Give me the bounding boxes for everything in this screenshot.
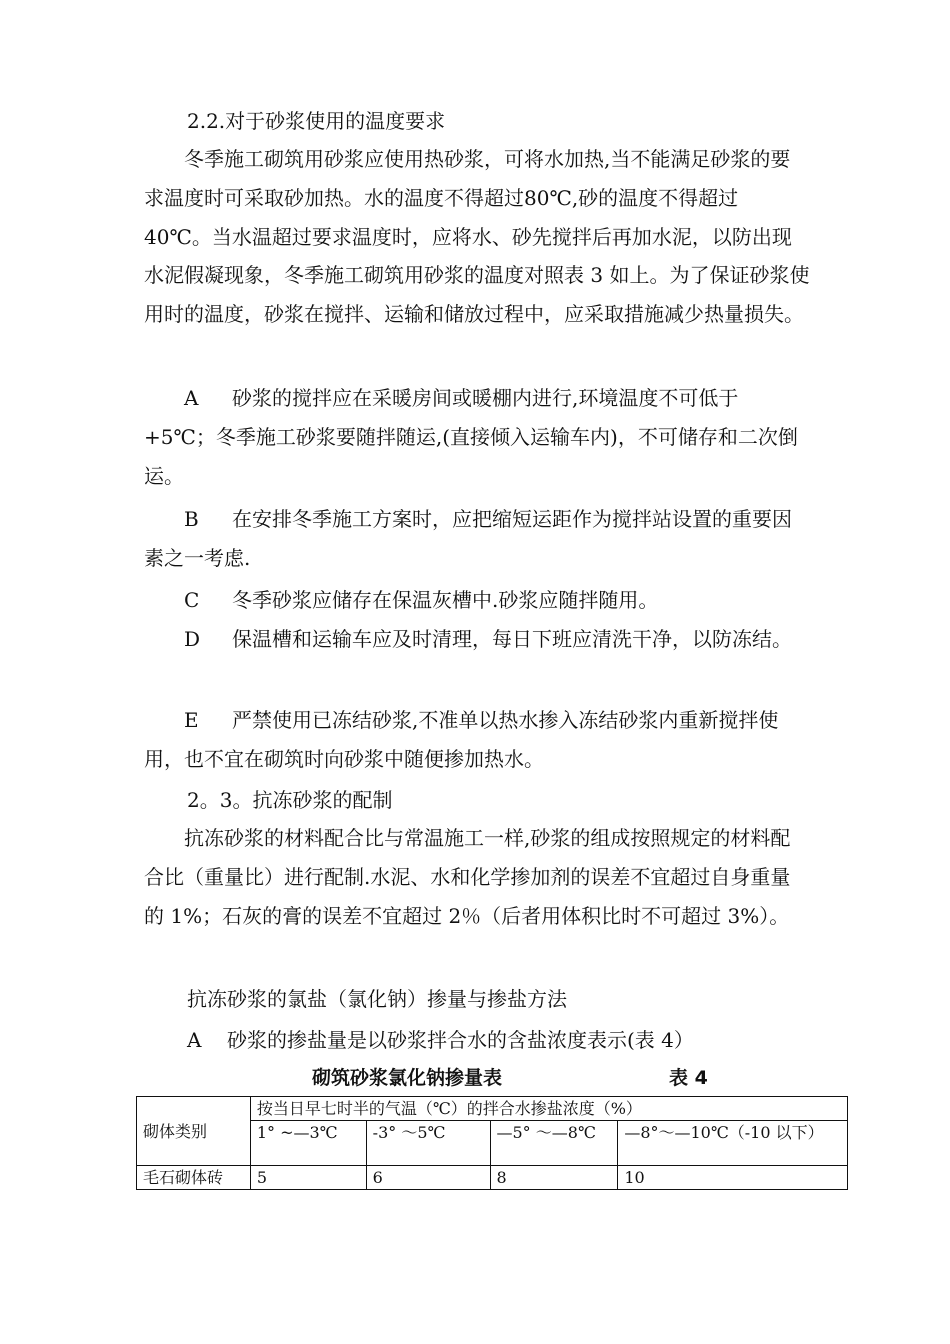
table-cell: 5 bbox=[250, 1166, 366, 1190]
list-item-text: 冬季砂浆应储存在保温灰槽中.砂浆应随拌随用。 bbox=[232, 588, 659, 612]
list-item-text: 保温槽和运输车应及时清理，每日下班应清洗干净，以防冻结。 bbox=[232, 627, 792, 651]
table-cell: 6 bbox=[366, 1166, 490, 1190]
list-item-text: 严禁使用已冻结砂浆,不准单以热水掺入冻结砂浆内重新搅拌使用，也不宜在砌筑时向砂浆中随便掺加热水。 bbox=[144, 708, 779, 771]
list-item-salt-a bbox=[187, 1021, 694, 1059]
list-item-e bbox=[144, 701, 810, 779]
list-marker: C bbox=[184, 588, 200, 612]
paragraph-mix-ratio: 抗冻砂浆的材料配合比与常温施工一样,砂浆的组成按照规定的材料配合比（重量比）进行配制.水泥、水和化学掺加剂的误差不宜超过自身重量的 1%；石灰的膏的误差不宜超过 2％（后者用体积比时不可超过 3%）。 bbox=[144, 826, 791, 928]
list-item-c bbox=[144, 581, 810, 620]
list-marker: A bbox=[184, 386, 199, 410]
column-header: —8°～—10℃（-10 以下） bbox=[618, 1121, 848, 1166]
table-title: 砌筑砂浆氯化钠掺量表 bbox=[312, 1067, 503, 1089]
list-marker: E bbox=[184, 708, 199, 732]
column-header: —5° ～—8℃ bbox=[490, 1121, 618, 1166]
list-item-b bbox=[144, 500, 810, 578]
list-marker: D bbox=[184, 627, 201, 651]
table-cell: 8 bbox=[490, 1166, 618, 1190]
subheading-salt-dosage: 抗冻砂浆的氯盐（氯化钠）掺量与掺盐方法 bbox=[187, 987, 567, 1011]
section-heading-2-2: 2.2.对于砂浆使用的温度要求 bbox=[187, 109, 446, 133]
salt-dosage-table bbox=[136, 1096, 848, 1190]
list-marker: A bbox=[187, 1028, 202, 1052]
table-row bbox=[137, 1166, 848, 1190]
paragraph-heated-mortar: 冬季施工砌筑用砂浆应使用热砂浆，可将水加热,当不能满足砂浆的要求温度时可采取砂加热。水的温度不得超过80℃,砂的温度不得超过 40℃。当水温超过要求温度时，应将水、砂先搅拌后再加水泥，以防出现水泥假凝现象，冬季施工砌筑用砂浆的温度对照表 3 如上。为了保证砂浆使用时的温度，砂浆在搅拌、运输和储放过程中，应采取措施减少热量损失。 bbox=[144, 147, 810, 327]
list-item-text: 砂浆的搅拌应在采暖房间或暖棚内进行,环境温度不可低于+5℃；冬季施工砂浆要随拌随运,(直接倾入运输车内)，不可储存和二次倒运。 bbox=[144, 386, 798, 488]
list-marker: B bbox=[184, 507, 199, 531]
list-item-text: 砂浆的掺盐量是以砂浆拌合水的含盐浓度表示(表 4） bbox=[227, 1028, 694, 1052]
table-cell: 10 bbox=[618, 1166, 848, 1190]
section-heading-2-3: 2。3。抗冻砂浆的配制 bbox=[187, 788, 393, 812]
table-header-row bbox=[137, 1097, 848, 1121]
list-item-text: 在安排冬季施工方案时，应把缩短运距作为搅拌站设置的重要因素之一考虑. bbox=[144, 507, 792, 570]
row-header-cell: 砌体类别 bbox=[137, 1097, 251, 1166]
row-label: 毛石砌体砖 bbox=[137, 1166, 251, 1190]
column-header: -3° ～5℃ bbox=[366, 1121, 490, 1166]
column-header: 1° ~—3℃ bbox=[250, 1121, 366, 1166]
list-item-d bbox=[144, 620, 810, 659]
list-item-a bbox=[144, 379, 810, 495]
table-number: 表 4 bbox=[669, 1067, 708, 1089]
group-header-cell: 按当日早七时半的气温（℃）的拌合水掺盐浓度（%） bbox=[250, 1097, 847, 1121]
